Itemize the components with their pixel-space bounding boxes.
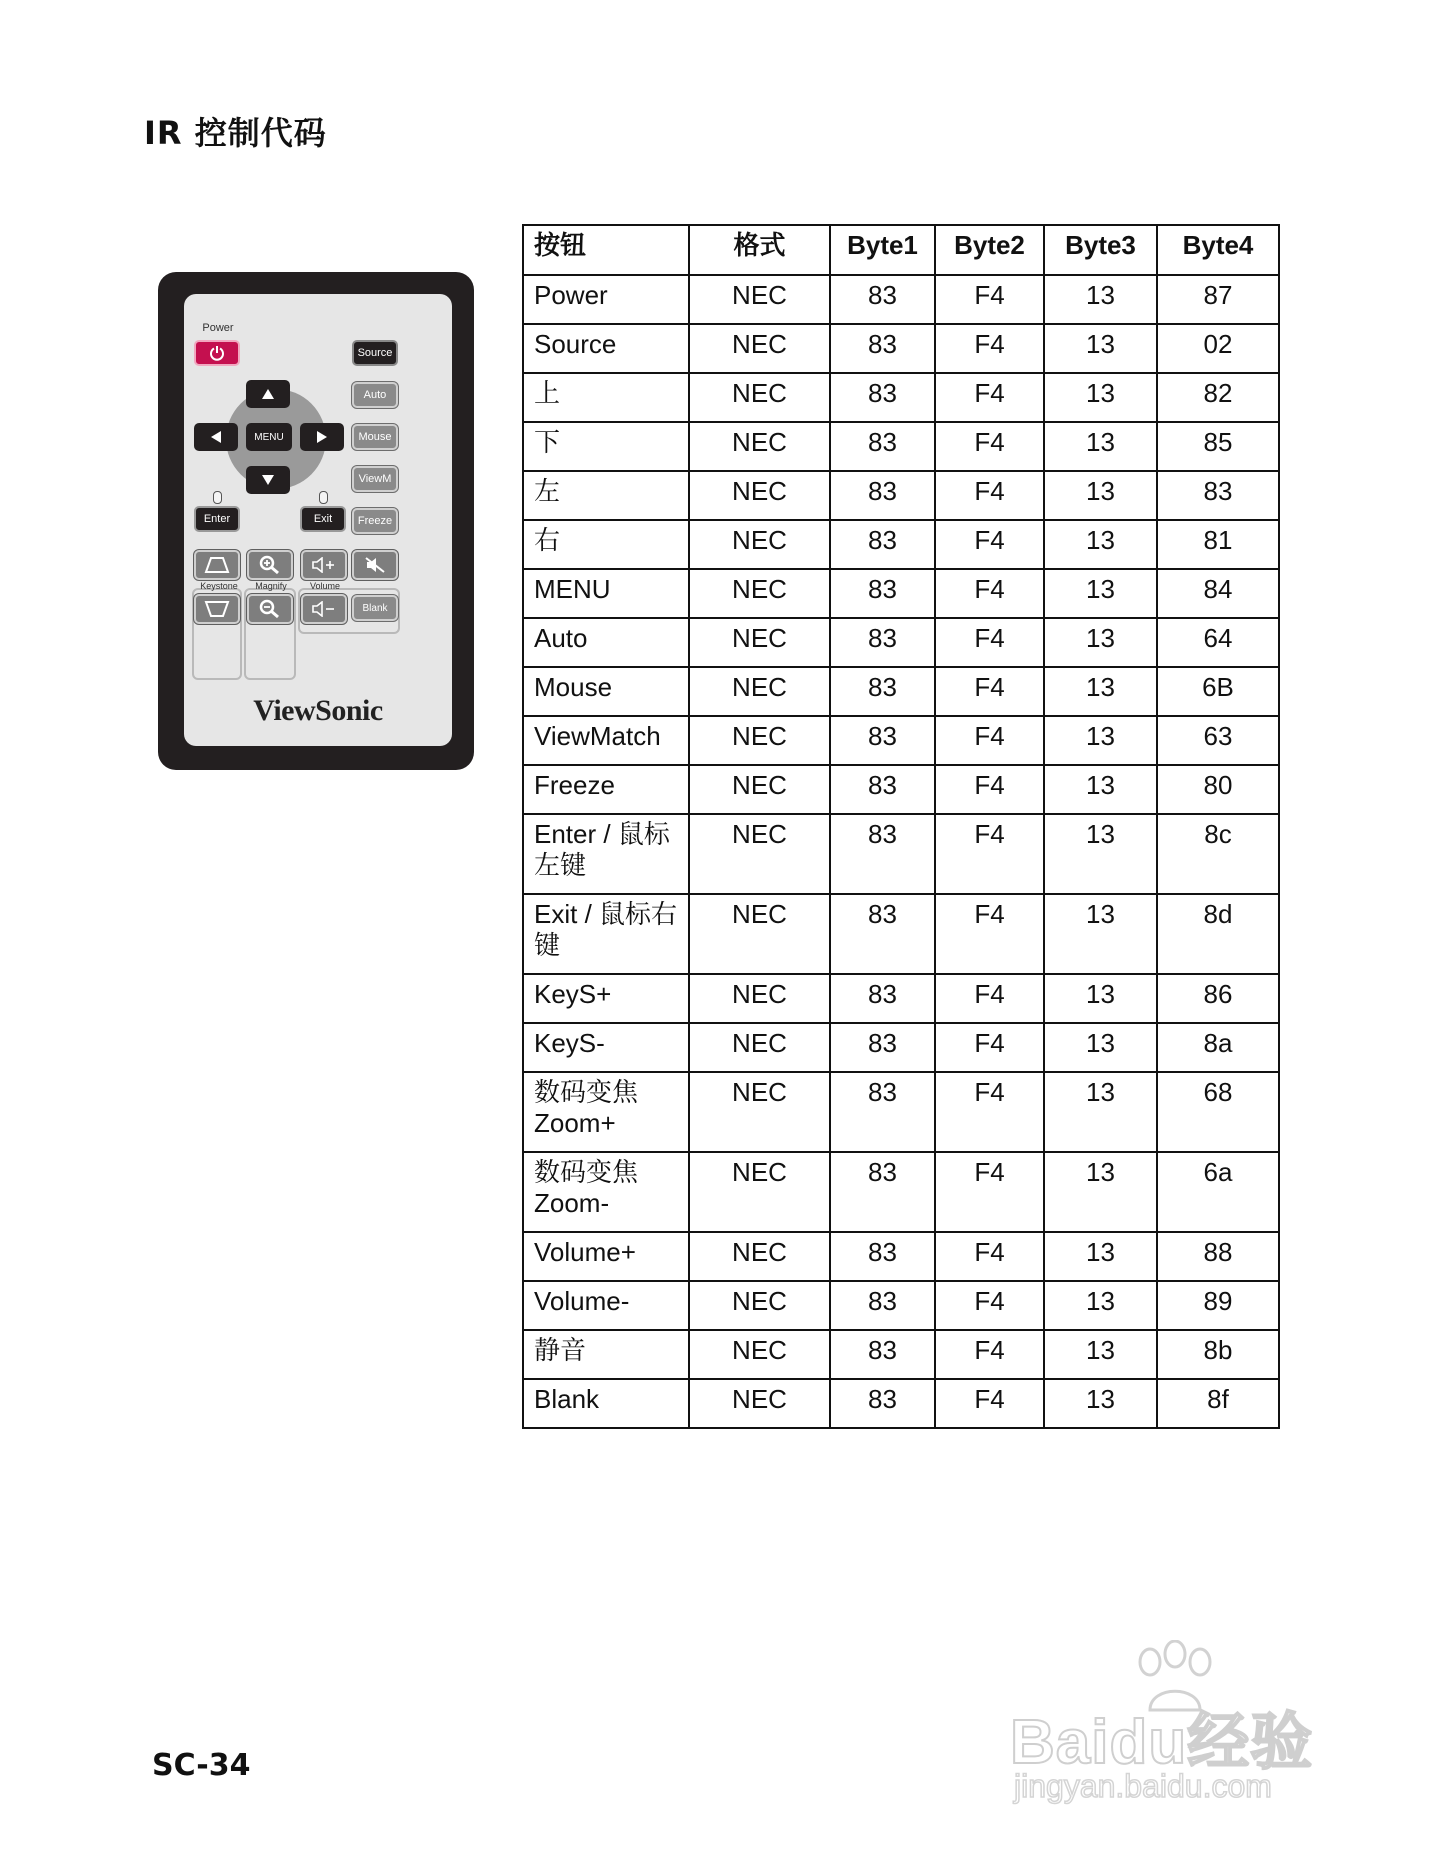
- zoom-in-icon: [259, 555, 281, 575]
- cell-byte1: 83: [830, 618, 935, 667]
- cell-byte3: 13: [1044, 765, 1157, 814]
- cell-byte2: F4: [935, 1330, 1044, 1379]
- baidu-watermark: [1010, 1640, 1350, 1820]
- cell-byte1: 83: [830, 324, 935, 373]
- arrow-left-icon: [210, 430, 222, 444]
- cell-byte1: 83: [830, 1281, 935, 1330]
- cell-byte2: F4: [935, 520, 1044, 569]
- cell-format: NEC: [689, 373, 830, 422]
- cell-button: Auto: [523, 618, 689, 667]
- auto-button: Auto: [352, 382, 398, 408]
- cell-byte4: 6B: [1157, 667, 1279, 716]
- cell-byte3: 13: [1044, 1152, 1157, 1232]
- volume-up-button: [301, 550, 347, 580]
- cell-byte1: 83: [830, 422, 935, 471]
- right-button: [300, 423, 344, 451]
- cell-byte3: 13: [1044, 1023, 1157, 1072]
- cell-byte3: 13: [1044, 716, 1157, 765]
- table-row: [523, 1281, 1279, 1330]
- cell-format: NEC: [689, 520, 830, 569]
- cell-byte4: 8a: [1157, 1023, 1279, 1072]
- cell-button: Exit / 鼠标右键: [523, 894, 689, 974]
- left-button: [194, 423, 238, 451]
- cell-byte2: F4: [935, 1152, 1044, 1232]
- cell-button: Source: [523, 324, 689, 373]
- cell-byte3: 13: [1044, 569, 1157, 618]
- cell-byte4: 68: [1157, 1072, 1279, 1152]
- cell-byte3: 13: [1044, 324, 1157, 373]
- cell-byte4: 89: [1157, 1281, 1279, 1330]
- cell-format: NEC: [689, 894, 830, 974]
- freeze-button: Freeze: [352, 508, 398, 534]
- table-row: [523, 373, 1279, 422]
- cell-format: NEC: [689, 422, 830, 471]
- table-row: [523, 1072, 1279, 1152]
- table-row: [523, 1379, 1279, 1428]
- cell-byte4: 8f: [1157, 1379, 1279, 1428]
- cell-byte3: 13: [1044, 275, 1157, 324]
- viewm-button: ViewM: [352, 466, 398, 492]
- cell-byte4: 6a: [1157, 1152, 1279, 1232]
- cell-byte2: F4: [935, 324, 1044, 373]
- table-row: [523, 894, 1279, 974]
- cell-byte4: 85: [1157, 422, 1279, 471]
- cell-format: NEC: [689, 1232, 830, 1281]
- table-row: [523, 1152, 1279, 1232]
- cell-button: 右: [523, 520, 689, 569]
- blank-button: Blank: [352, 595, 398, 621]
- page-number: SC-34: [152, 1748, 251, 1783]
- volume-label: Volume: [309, 581, 341, 591]
- cell-button: Enter / 鼠标左键: [523, 814, 689, 894]
- table-row: [523, 765, 1279, 814]
- cell-format: NEC: [689, 1281, 830, 1330]
- table-row: [523, 520, 1279, 569]
- cell-byte2: F4: [935, 1072, 1044, 1152]
- remote-control-illustration: [158, 272, 474, 770]
- table-row: [523, 667, 1279, 716]
- cell-byte1: 83: [830, 1152, 935, 1232]
- cell-byte2: F4: [935, 1023, 1044, 1072]
- header-button: 按钮: [523, 225, 689, 275]
- ir-code-table: [522, 224, 1280, 1429]
- arrow-right-icon: [316, 430, 328, 444]
- cell-byte4: 8d: [1157, 894, 1279, 974]
- cell-button: Freeze: [523, 765, 689, 814]
- cell-byte1: 83: [830, 275, 935, 324]
- cell-byte3: 13: [1044, 471, 1157, 520]
- table-row: [523, 974, 1279, 1023]
- zoom-out-icon: [259, 599, 281, 619]
- cell-byte4: 8c: [1157, 814, 1279, 894]
- cell-byte4: 83: [1157, 471, 1279, 520]
- keystone-up-icon: [204, 556, 230, 574]
- cell-byte3: 13: [1044, 814, 1157, 894]
- keystone-label: Keystone: [200, 581, 238, 591]
- cell-byte1: 83: [830, 894, 935, 974]
- cell-byte4: 88: [1157, 1232, 1279, 1281]
- menu-button: MENU: [246, 423, 292, 451]
- table-row: [523, 324, 1279, 373]
- table-row: [523, 1330, 1279, 1379]
- cell-button: Mouse: [523, 667, 689, 716]
- table-row: [523, 1232, 1279, 1281]
- cell-byte2: F4: [935, 1281, 1044, 1330]
- cell-byte1: 83: [830, 814, 935, 894]
- cell-byte2: F4: [935, 422, 1044, 471]
- cell-byte1: 83: [830, 471, 935, 520]
- cell-byte1: 83: [830, 373, 935, 422]
- cell-byte3: 13: [1044, 422, 1157, 471]
- cell-byte2: F4: [935, 1379, 1044, 1428]
- cell-byte3: 13: [1044, 1232, 1157, 1281]
- cell-byte3: 13: [1044, 618, 1157, 667]
- cell-byte2: F4: [935, 471, 1044, 520]
- cell-byte2: F4: [935, 765, 1044, 814]
- table-row: [523, 1023, 1279, 1072]
- cell-byte1: 83: [830, 520, 935, 569]
- cell-byte2: F4: [935, 716, 1044, 765]
- cell-byte4: 8b: [1157, 1330, 1279, 1379]
- cell-format: NEC: [689, 1379, 830, 1428]
- cell-byte1: 83: [830, 667, 935, 716]
- cell-format: NEC: [689, 1072, 830, 1152]
- cell-byte3: 13: [1044, 1072, 1157, 1152]
- cell-byte4: 86: [1157, 974, 1279, 1023]
- cell-byte2: F4: [935, 974, 1044, 1023]
- table-row: [523, 814, 1279, 894]
- cell-button: 左: [523, 471, 689, 520]
- cell-byte2: F4: [935, 569, 1044, 618]
- cell-format: NEC: [689, 618, 830, 667]
- cell-format: NEC: [689, 324, 830, 373]
- volume-up-icon: [311, 557, 337, 573]
- zoom-in-button: [247, 550, 293, 580]
- cell-button: 上: [523, 373, 689, 422]
- table-row: [523, 569, 1279, 618]
- down-button: [246, 466, 290, 494]
- cell-button: Power: [523, 275, 689, 324]
- keystone-plus-button: [194, 550, 240, 580]
- cell-byte2: F4: [935, 667, 1044, 716]
- cell-format: NEC: [689, 1023, 830, 1072]
- zoom-out-button: [247, 594, 293, 624]
- cell-byte3: 13: [1044, 894, 1157, 974]
- table-row: [523, 716, 1279, 765]
- cell-format: NEC: [689, 814, 830, 894]
- cell-byte2: F4: [935, 618, 1044, 667]
- table-row: [523, 618, 1279, 667]
- volume-down-button: [301, 594, 347, 624]
- cell-byte3: 13: [1044, 520, 1157, 569]
- cell-byte1: 83: [830, 569, 935, 618]
- watermark-main-text: Baidu经验: [1010, 1708, 1314, 1777]
- cell-byte1: 83: [830, 974, 935, 1023]
- arrow-up-icon: [261, 388, 275, 400]
- cell-byte1: 83: [830, 1072, 935, 1152]
- cell-button: 下: [523, 422, 689, 471]
- arrow-down-icon: [261, 474, 275, 486]
- cell-button: Blank: [523, 1379, 689, 1428]
- header-byte2: Byte2: [935, 225, 1044, 275]
- cell-byte1: 83: [830, 1232, 935, 1281]
- mouse-left-icon: [213, 491, 222, 504]
- cell-byte4: 80: [1157, 765, 1279, 814]
- cell-format: NEC: [689, 974, 830, 1023]
- cell-byte1: 83: [830, 1330, 935, 1379]
- table-header-row: [523, 225, 1279, 275]
- cell-byte4: 82: [1157, 373, 1279, 422]
- cell-byte4: 63: [1157, 716, 1279, 765]
- cell-byte3: 13: [1044, 1281, 1157, 1330]
- power-label: Power: [202, 322, 234, 334]
- source-button: Source: [352, 340, 398, 366]
- cell-byte4: 81: [1157, 520, 1279, 569]
- cell-byte3: 13: [1044, 373, 1157, 422]
- cell-format: NEC: [689, 667, 830, 716]
- cell-byte3: 13: [1044, 1379, 1157, 1428]
- cell-byte3: 13: [1044, 1330, 1157, 1379]
- cell-byte1: 83: [830, 716, 935, 765]
- table-row: [523, 275, 1279, 324]
- cell-format: NEC: [689, 1330, 830, 1379]
- cell-button: 数码变焦 Zoom+: [523, 1072, 689, 1152]
- table-row: [523, 422, 1279, 471]
- cell-button: Volume+: [523, 1232, 689, 1281]
- cell-button: KeyS-: [523, 1023, 689, 1072]
- power-icon: [209, 345, 225, 361]
- power-button: [194, 340, 240, 366]
- header-byte1: Byte1: [830, 225, 935, 275]
- cell-byte2: F4: [935, 373, 1044, 422]
- cell-button: Volume-: [523, 1281, 689, 1330]
- cell-byte4: 84: [1157, 569, 1279, 618]
- cell-button: 数码变焦 Zoom-: [523, 1152, 689, 1232]
- up-button: [246, 380, 290, 408]
- cell-byte2: F4: [935, 1232, 1044, 1281]
- remote-face: [184, 294, 452, 746]
- cell-byte3: 13: [1044, 974, 1157, 1023]
- header-byte4: Byte4: [1157, 225, 1279, 275]
- cell-byte1: 83: [830, 1379, 935, 1428]
- mouse-button: Mouse: [352, 424, 398, 450]
- cell-format: NEC: [689, 716, 830, 765]
- cell-format: NEC: [689, 471, 830, 520]
- cell-format: NEC: [689, 1152, 830, 1232]
- viewsonic-logo: ViewSonic: [253, 694, 383, 727]
- table-row: [523, 471, 1279, 520]
- exit-button: Exit: [300, 506, 346, 532]
- magnify-label: Magnify: [255, 581, 287, 591]
- header-format: 格式: [689, 225, 830, 275]
- page-title: IR 控制代码: [144, 114, 327, 152]
- cell-format: NEC: [689, 765, 830, 814]
- cell-byte4: 87: [1157, 275, 1279, 324]
- enter-button: Enter: [194, 506, 240, 532]
- cell-format: NEC: [689, 275, 830, 324]
- cell-byte1: 83: [830, 1023, 935, 1072]
- cell-byte4: 64: [1157, 618, 1279, 667]
- cell-byte2: F4: [935, 275, 1044, 324]
- keystone-down-icon: [204, 600, 230, 618]
- mouse-right-icon: [319, 491, 328, 504]
- header-byte3: Byte3: [1044, 225, 1157, 275]
- mute-button: [352, 550, 398, 580]
- keystone-minus-button: [194, 594, 240, 624]
- mute-icon: [364, 556, 386, 574]
- cell-button: KeyS+: [523, 974, 689, 1023]
- table-body: [523, 275, 1279, 1428]
- cell-byte4: 02: [1157, 324, 1279, 373]
- cell-byte2: F4: [935, 894, 1044, 974]
- cell-format: NEC: [689, 569, 830, 618]
- cell-byte3: 13: [1044, 667, 1157, 716]
- volume-down-icon: [311, 601, 337, 617]
- cell-byte2: F4: [935, 814, 1044, 894]
- cell-button: ViewMatch: [523, 716, 689, 765]
- cell-byte1: 83: [830, 765, 935, 814]
- watermark-url: jingyan.baidu.com: [1014, 1768, 1272, 1804]
- cell-button: 静音: [523, 1330, 689, 1379]
- cell-button: MENU: [523, 569, 689, 618]
